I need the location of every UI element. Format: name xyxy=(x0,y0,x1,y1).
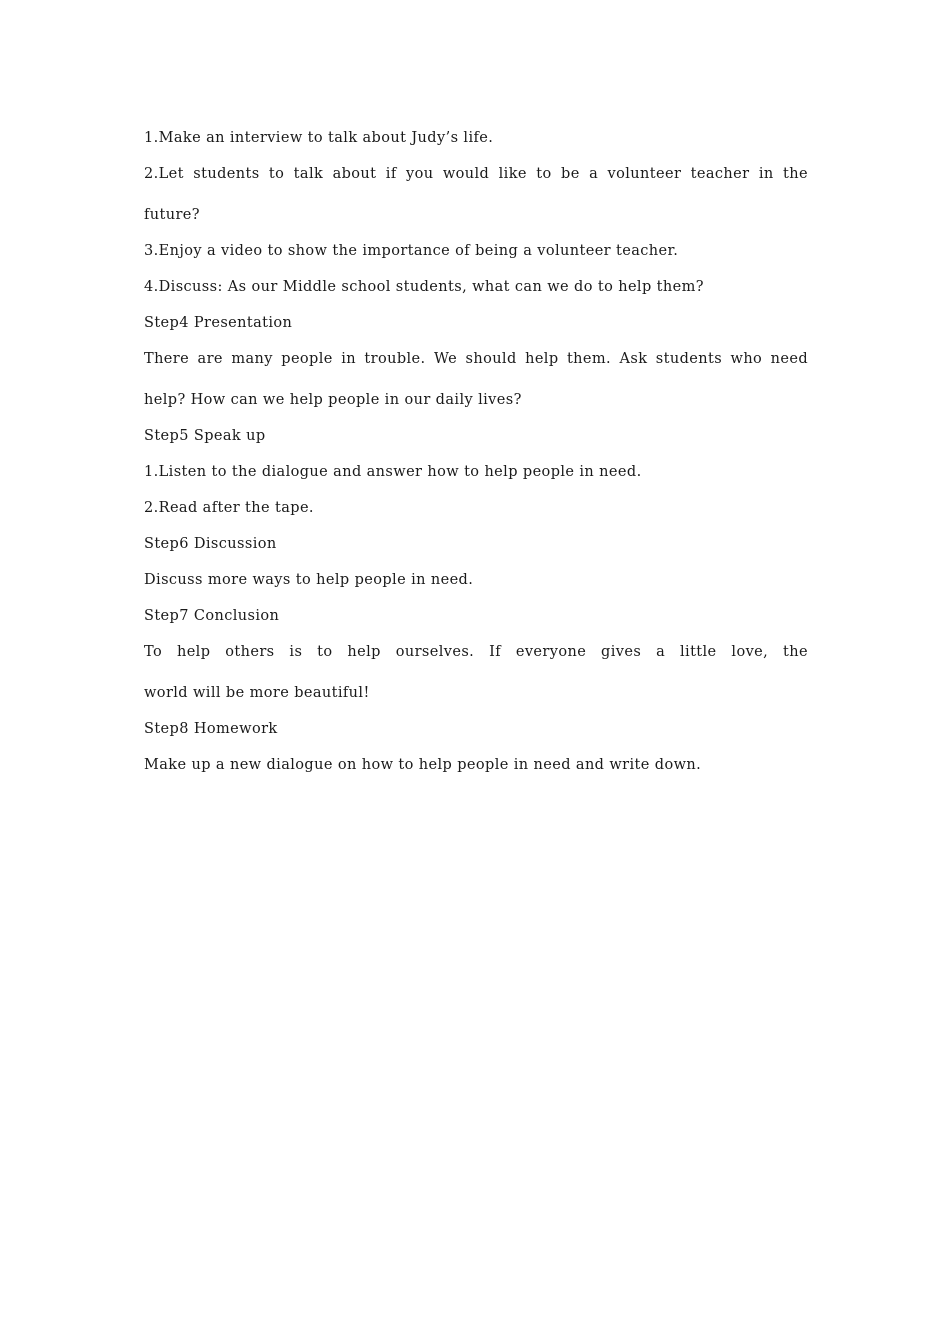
step-heading-conclusion: Step7 Conclusion xyxy=(144,608,280,624)
list-item-volunteer-question-cont: future? xyxy=(144,207,200,223)
step-heading-discussion: Step6 Discussion xyxy=(144,536,277,552)
list-item-interview: 1.Make an interview to talk about Judy’s life. xyxy=(144,130,494,146)
paragraph-presentation-cont: help? How can we help people in our daily lives? xyxy=(144,392,522,408)
paragraph-discussion: Discuss more ways to help people in need. xyxy=(144,572,474,588)
list-item-video: 3.Enjoy a video to show the importance of being a volunteer teacher. xyxy=(144,243,679,259)
step-heading-speak-up: Step5 Speak up xyxy=(144,428,266,444)
paragraph-conclusion-cont: world will be more beautiful! xyxy=(144,685,370,701)
paragraph-presentation: There are many people in trouble. We should help them. Ask students who need xyxy=(144,351,808,367)
list-item-listen: 1.Listen to the dialogue and answer how to help people in need. xyxy=(144,464,642,480)
paragraph-conclusion: To help others is to help ourselves. If everyone gives a little love, the xyxy=(144,644,808,660)
list-item-discuss: 4.Discuss: As our Middle school students, what can we do to help them? xyxy=(144,279,704,295)
paragraph-homework: Make up a new dialogue on how to help people in need and write down. xyxy=(144,757,702,773)
step-heading-presentation: Step4 Presentation xyxy=(144,315,293,331)
list-item-volunteer-question: 2.Let students to talk about if you would like to be a volunteer teacher in the xyxy=(144,166,808,182)
list-item-read: 2.Read after the tape. xyxy=(144,500,314,516)
step-heading-homework: Step8 Homework xyxy=(144,721,278,737)
